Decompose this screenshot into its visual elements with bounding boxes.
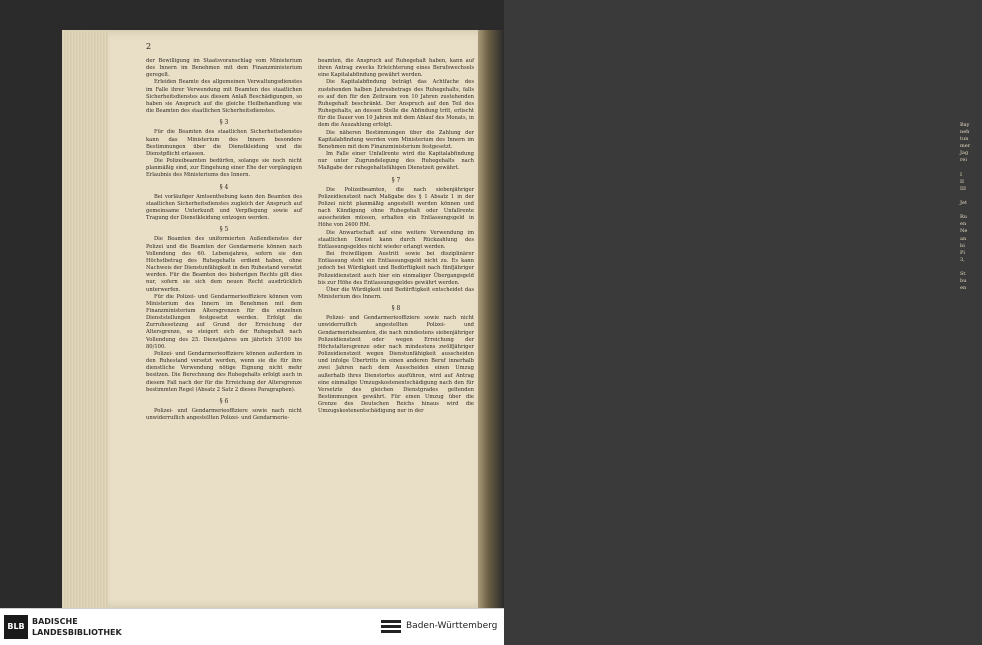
- section-heading: § 5: [219, 226, 229, 234]
- margin-fragment: bi: [960, 242, 965, 249]
- paragraph: Polizei- und Gendarmerieoffiziere sowie nach nicht unwiderruflich angestellten Polizei- und Gendarmerie-: [146, 408, 302, 422]
- text-column-right: [318, 58, 474, 416]
- paragraph: Für die Beamten des staatlichen Sicherheitsdienstes kann das Ministerium des Innern besondere Bestimmungen über die Dienstkleidung und die Dienstpflicht erlassen.: [146, 129, 302, 157]
- facing-page-margin: [960, 122, 982, 292]
- margin-fragment: III: [960, 185, 966, 192]
- book-gutter: [478, 30, 971, 608]
- paragraph: Im Falle einer Unfallrente wird die Kapitalabfindung nur unter Zugrundelegung des Ruhegehalts nach Maßgabe der ruhegehaltsfähigen Dienstzeit gewährt.: [318, 151, 474, 172]
- state-coat-of-arms-icon: [380, 618, 402, 636]
- margin-fragment: rei: [960, 157, 967, 164]
- section-heading: § 3: [219, 119, 229, 127]
- margin-fragment: [960, 207, 982, 214]
- margin-fragment: neh: [960, 129, 970, 136]
- paragraph: der Bewilligung im Staatsvoranschlag vom Ministerium des Innern im Benehmen mit dem Finanzministerium geregelt.: [146, 58, 302, 79]
- margin-fragment: an: [960, 235, 967, 242]
- paragraph: Polizei- und Gendarmerieoffiziere sowie nach nicht unwiderruflich angestellten Polizei- und Gendarmeriebeamten, die nach mindestens siebenjähriger Polizeidienstzeit oder wegen Erreichung der Höchstaltersgrenze oder nach mindestens zwölfjähriger Polizeidienstzeit wegen Dienstunfähigkeit ausscheiden und infolge Übertritts in einen anderen Beruf innerhalb zwei Jahren nach dem Ausscheiden einen Umzug außerhalb ihres Dienstortes ausführen, wird auf Antrag eine einmalige Umzugskostenentschädigung nach den für Versetzte des gleichen Dienstgrades geltenden Bestimmungen gewährt. Für einen Umzug über die Grenze des Deutschen Reichs hinaus wird die Umzugskostenentschädigung nur in der: [318, 315, 474, 415]
- margin-fragment: [960, 264, 982, 271]
- margin-fragment: Bay: [960, 122, 970, 128]
- library-name-line2: LANDESBIBLIOTHEK: [32, 628, 122, 637]
- margin-fragment: en: [960, 285, 967, 292]
- page-edge-stack: [62, 30, 108, 608]
- margin-fragment: I: [960, 171, 962, 178]
- margin-fragment: Ne: [960, 228, 968, 235]
- margin-fragment: 3,: [960, 256, 965, 263]
- section-heading: § 6: [219, 397, 229, 405]
- library-name-line1: BADISCHE: [32, 617, 78, 626]
- section-heading: § 4: [219, 183, 229, 191]
- section-heading: § 8: [391, 305, 401, 313]
- margin-fragment: St: [960, 270, 966, 277]
- paragraph: Bei vorläufiger Amtsenthebung kann den Beamten des staatlichen Sicherheitsdienstes zugleich der Anspruch auf gemeinsame Unterkunft und Verpflegung sowie auf Tragung der Dienstkleidung entzogen werden.: [146, 193, 302, 222]
- margin-fragment: [960, 165, 982, 172]
- paragraph: Die Polizeibeamten, die nach siebenjähriger Polizeidienstzeit nach Maßgabe des § 1 Absatz 1 in der Polizei nicht planmäßig angestellt werden können und nach Kündigung ohne Ruhegehalt oder Unfallrente ausscheiden müssen, erhalten ein Entlassungsgeld in Höhe von 2400 RM.: [318, 186, 474, 229]
- margin-fragment: mer: [960, 143, 971, 150]
- margin-fragment: en: [960, 221, 967, 228]
- margin-fragment: [960, 193, 982, 200]
- margin-fragment: Ru: [960, 214, 967, 221]
- margin-fragment: bu: [960, 278, 967, 285]
- paragraph: Die Polizeibeamten bedürfen, solange sie noch nicht planmäßig sind, zur Eingehung einer Ehe der vorgängigen Erlaubnis des Ministeriums des Innern.: [146, 158, 302, 179]
- blb-logo-icon[interactable]: BLB: [4, 615, 28, 639]
- margin-fragment: Jet: [960, 200, 967, 207]
- margin-fragment: II: [960, 178, 964, 185]
- section-heading: § 7: [391, 176, 401, 184]
- paragraph: Die Kapitalabfindung beträgt das Achtfache des zustehenden halben Jahresbetrags des Ruhegehalts, falls es auf den für den Zeitraum von 10 Jahren zustehenden Ruhegehalt beschränkt. Der Anspruch auf den Teil des Ruhegehalts, an dessen Stelle die Abfindung tritt, erlischt für die Dauer von 10 Jahren mit dem Ablauf des Monats, in dem die Auszahlung erfolgt.: [318, 79, 474, 129]
- margin-fragment: Jag: [960, 150, 969, 157]
- viewer-footer: [0, 608, 504, 645]
- paragraph: Über die Würdigkeit und Bedürftigkeit entscheidet das Ministerium des Innern.: [318, 286, 474, 300]
- paragraph: Polizei- und Gendarmerieoffiziere können außerdem in den Ruhestand versetzt werden, wenn sie die für ihre dienstliche Verwendung nötige Eignung nicht mehr besitzen. Die Berechnung des Ruhegehalts erfolgt auch in diesem Fall nach der für die Erreichung der Altersgrenze bestimmten Regel (Absatz 2 Satz 2 dieses Paragraphen).: [146, 350, 302, 393]
- margin-fragment: Pi: [960, 249, 965, 256]
- paragraph: Die näheren Bestimmungen über die Zahlung der Kapitalabfindung werden vom Ministerium des Innern im Benehmen mit dem Finanzministerium festgesetzt.: [318, 129, 474, 150]
- paragraph: Bei freiwilligem Austritt sowie bei disziplinärer Entlassung steht ein Entlassungsgeld nicht zu. Es kann jedoch bei Würdigkeit und Bedürftigkeit nach fünfjähriger Polizeidienstzeit auch hier ein einmaliger Übergangsgeld bis zur Höhe des Entlassungsgeldes gewährt werden.: [318, 251, 474, 286]
- state-name[interactable]: Baden-Württemberg: [406, 621, 498, 631]
- page-number: 2: [146, 42, 152, 51]
- paragraph: Für die Polizei- und Gendarmerieoffiziere können vom Ministerium des Innern im Benehmen mit dem Finanzministerium Altersgrenzen für die einzelnen Dienststellungen festgesetzt werden. Erfolgt die Zurruhesetzung auf Grund der Erreichung der Altersgrenze, so steigert sich der Ruhegehalt nach Vollendung des 25. Dienstjahres um jährlich 3/100 bis 80/100.: [146, 293, 302, 350]
- library-name[interactable]: [32, 616, 122, 638]
- text-column-left: [146, 58, 302, 422]
- paragraph: beamten, die Anspruch auf Ruhegehalt haben, kann auf ihren Antrag zwecks Erleichterung eines Berufswechsels eine Kapitalabfindung gewährt werden.: [318, 58, 474, 79]
- paragraph: Die Beamten des uniformierten Außendienstes der Polizei und die Beamten der Gendarmerie können nach Vollendung des 60. Lebensjahres, sofern sie den Höchstbetrag des Ruhegehalts erdient haben, ohne Nachweis der Dienstunfähigkeit in den Ruhestand versetzt werden. Für die Beamten des bisherigen Rechts gilt dies nur, sofern sie sich dem neuen Recht ausdrücklich unterwerfen.: [146, 236, 302, 293]
- paragraph: Die Anwartschaft auf eine weitere Verwendung im staatlichen Dienst kann durch Rückzahlung des Entlassungsgeldes nicht wieder erlangt werden.: [318, 229, 474, 250]
- paragraph: Erleiden Beamte des allgemeinen Verwaltungsdienstes im Falle ihrer Verwendung mit Beamten des staatlichen Sicherheitsdienstes aus diesem Anlaß Beschädigungen, so haben sie Anspruch auf die gleiche Heilbehandlung wie die Beamten des staatlichen Sicherheitsdienstes.: [146, 79, 302, 115]
- margin-fragment: tun: [960, 136, 969, 143]
